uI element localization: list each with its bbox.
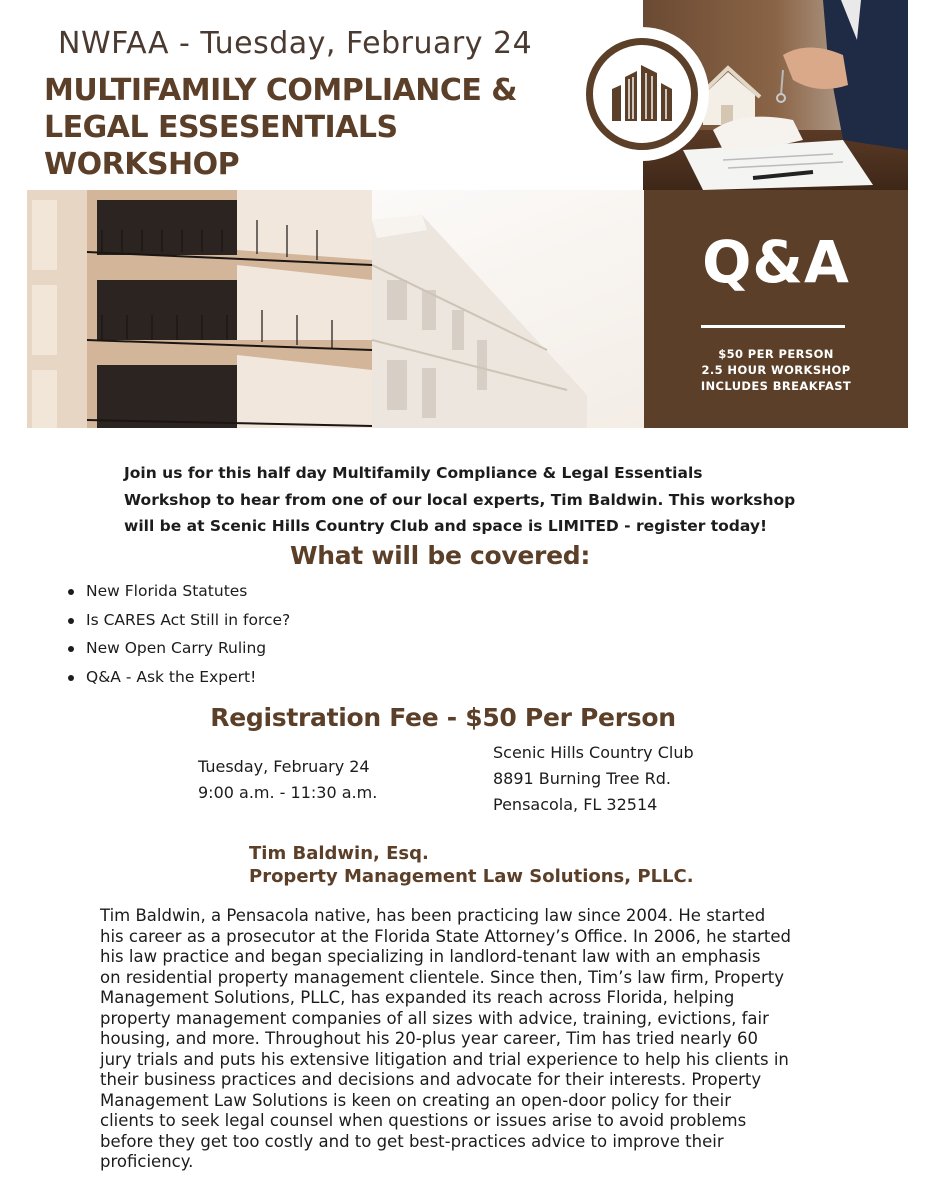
registration-fee-heading: Registration Fee - $50 Per Person [210,703,676,732]
building-photo [27,190,644,428]
bio-line: before they get too costly and to get best-practices advice to improve their [100,1131,724,1151]
bio-line: proficiency. [100,1152,194,1171]
qa-panel [644,190,908,428]
bio-line: jury trials and puts his extensive litigation and trial experience to help his clients in [100,1049,789,1069]
qa-detail-duration: 2.5 HOUR WORKSHOP [701,363,851,377]
bio-line: housing, and more. Throughout his 20-plus year career, Tim has tried nearly 60 [100,1029,758,1048]
event-time: 9:00 a.m. - 11:30 a.m. [198,783,378,802]
qa-detail-breakfast: INCLUDES BREAKFAST [700,379,852,393]
workshop-title [44,72,604,183]
speaker-bio [100,906,860,1173]
speaker-block [249,842,694,888]
topic-item: New Open Carry Ruling [86,634,290,663]
building-logo-ring [586,38,698,150]
event-date-heading: NWFAA - Tuesday, February 24 [58,26,533,61]
bio-line: his career as a prosecutor at the Florida State Attorney’s Office. In 2006, he started [100,926,792,946]
bio-line: property management companies of all sizes with advice, training, evictions, fair [100,1008,769,1028]
venue-street: 8891 Burning Tree Rd. [493,769,671,788]
title-line: WORKSHOP [44,147,240,182]
speaker-name: Tim Baldwin, Esq. [249,843,429,864]
intro-line: Join us for this half day Multifamily Compliance & Legal Essentials [124,464,703,482]
building-icon [607,59,677,129]
title-line: LEGAL ESSESENTIALS [44,110,398,145]
bio-line: Tim Baldwin, a Pensacola native, has been practicing law since 2004. He started [100,906,766,925]
qa-details [644,346,908,394]
topic-item: New Florida Statutes [86,577,290,606]
topic-item: Q&A - Ask the Expert! [86,663,290,692]
qa-divider [701,325,845,328]
qa-detail-price: $50 PER PERSON [718,347,834,361]
bio-line: Management Law Solutions is keen on creating an open-door policy for their [100,1090,732,1110]
qa-heading: Q&A [702,228,850,296]
bio-line: clients to seek legal counsel when questions or issues arise to avoid problems [100,1111,747,1130]
event-location [493,740,694,818]
building-logo [575,27,709,161]
venue-city: Pensacola, FL 32514 [493,795,658,814]
intro-paragraph [124,460,814,540]
venue-name: Scenic Hills Country Club [493,743,694,762]
title-line: MULTIFAMILY COMPLIANCE & [44,73,517,108]
event-when [198,754,377,806]
bio-line: their business practices and decisions and advocate for their interests. Property [100,1070,762,1089]
bio-line: on residential property management clientele. Since then, Tim’s law firm, Property [100,967,785,987]
topic-item: Is CARES Act Still in force? [86,606,290,635]
topics-list [86,577,290,691]
intro-line: will be at Scenic Hills Country Club and space is LIMITED - register today! [124,517,768,535]
intro-line: Workshop to hear from one of our local experts, Tim Baldwin. This workshop [124,490,796,509]
covered-heading: What will be covered: [289,541,591,570]
speaker-firm: Property Management Law Solutions, PLLC. [249,866,694,887]
bio-line: his law practice and began specializing in landlord-tenant law with an emphasis [100,947,761,966]
event-date: Tuesday, February 24 [198,757,370,776]
bio-line: Management Solutions, PLLC, has expanded its reach across Florida, helping [100,988,735,1007]
